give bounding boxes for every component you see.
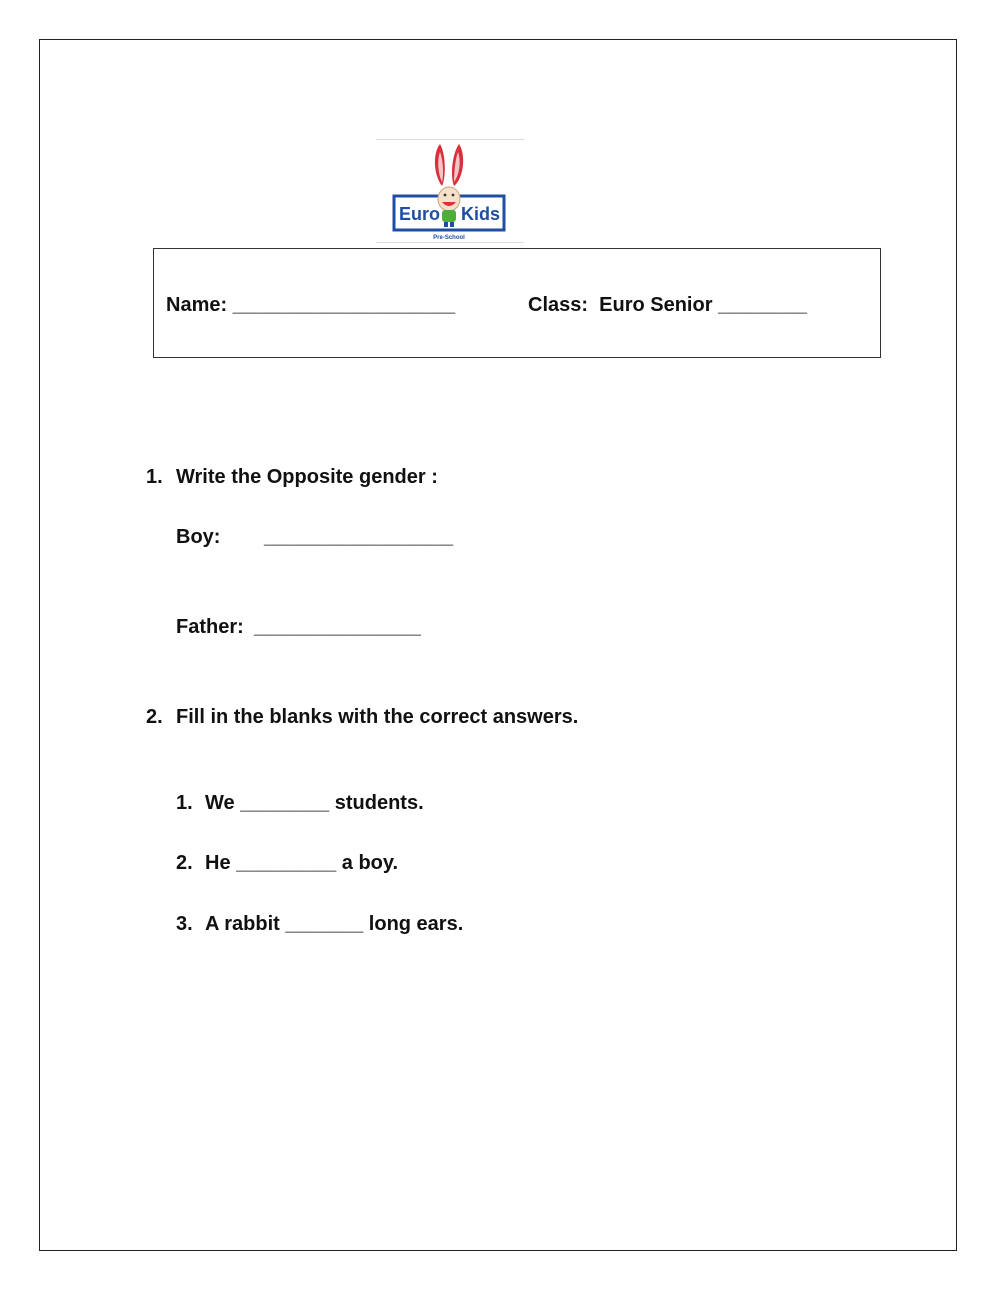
- father-label: Father:: [176, 616, 244, 638]
- fill-item-2-number: 2.: [176, 852, 193, 874]
- eurokids-logo: [376, 139, 524, 243]
- name-field[interactable]: Name: ____________________: [166, 294, 456, 316]
- fill-item-2[interactable]: He _________ a boy.: [205, 852, 399, 874]
- question-1-title: Write the Opposite gender :: [176, 466, 438, 488]
- father-answer-blank[interactable]: _______________: [254, 616, 421, 638]
- question-2-number: 2.: [146, 706, 163, 728]
- fill-item-3-number: 3.: [176, 913, 193, 935]
- fill-item-3[interactable]: A rabbit _______ long ears.: [205, 913, 464, 935]
- logo-word-kids: Kids: [461, 204, 501, 224]
- question-1-number: 1.: [146, 466, 163, 488]
- logo-word-euro: Euro: [399, 204, 441, 224]
- logo-tagline: Pre-School: [433, 235, 465, 241]
- question-2-title: Fill in the blanks with the correct answers.: [176, 706, 579, 728]
- rabbit-icon: [376, 140, 522, 242]
- class-field[interactable]: Class: Euro Senior ________: [528, 294, 808, 316]
- boy-answer-blank[interactable]: _________________: [264, 526, 454, 548]
- fill-item-1[interactable]: We ________ students.: [205, 792, 424, 814]
- fill-item-1-number: 1.: [176, 792, 193, 814]
- boy-label: Boy:: [176, 526, 221, 548]
